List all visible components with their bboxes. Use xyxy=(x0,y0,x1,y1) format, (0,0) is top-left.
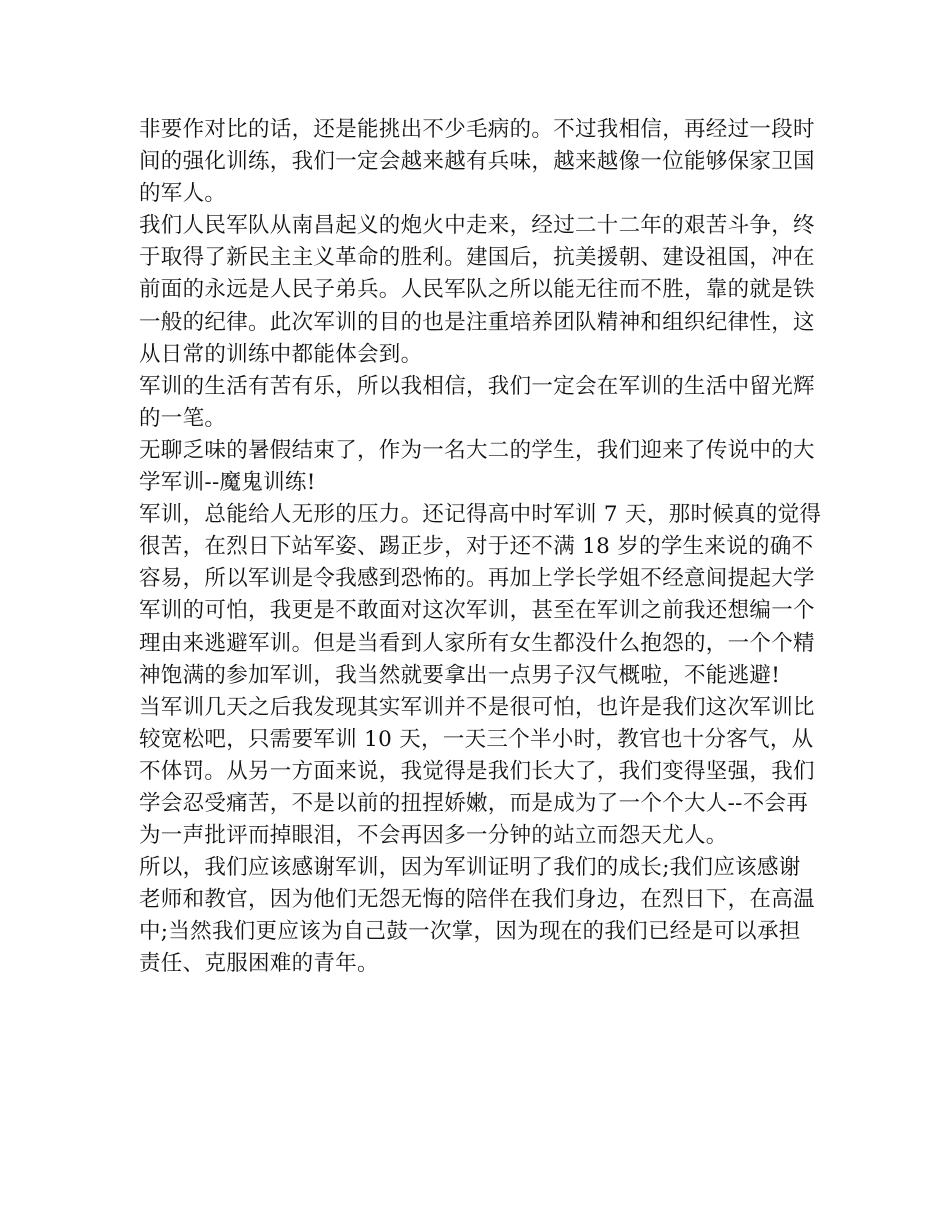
text-line: 从日常的训练中都能体会到。 xyxy=(139,341,423,367)
text-line: 不体罚。从另一方面来说，我觉得是我们长大了，我们变得坚强，我们 xyxy=(139,758,815,784)
text-line: 神饱满的参加军训，我当然就要拿出一点男子汉气概啦，不能逃避! xyxy=(139,662,781,688)
text-line: 当军训几天之后我发现其实军训并不是很可怕，也许是我们这次军训比 xyxy=(139,694,815,720)
text-line: 一般的纪律。此次军训的目的也是注重培养团队精神和组织纪律性，这 xyxy=(139,309,815,335)
text-line: 为一声批评而掉眼泪，不会再因多一分钟的站立而怨天尤人。 xyxy=(139,823,728,849)
text-line: 我们人民军队从南昌起义的炮火中走来，经过二十二年的艰苦斗争，终 xyxy=(139,213,815,239)
text-line: 军训的生活有苦有乐，所以我相信，我们一定会在军训的生活中留光辉 xyxy=(139,373,815,399)
text-line: 所以，我们应该感谢军训，因为军训证明了我们的成长;我们应该感谢 xyxy=(139,855,801,881)
text-line: 无聊乏味的暑假结束了，作为一名大二的学生，我们迎来了传说中的大 xyxy=(139,437,815,463)
text-line: 责任、克服困难的青年。 xyxy=(139,951,379,977)
text-line: 中;当然我们更应该为自己鼓一次掌，因为现在的我们已经是可以承担 xyxy=(139,919,801,945)
document-body xyxy=(139,114,822,981)
text-line: 较宽松吧，只需要军训 10 天，一天三个半小时，教官也十分客气，从 xyxy=(139,726,814,752)
text-line: 容易，所以军训是令我感到恐怖的。再加上学长学姐不经意间提起大学 xyxy=(139,566,815,592)
text-line: 的一笔。 xyxy=(139,405,227,431)
text-line: 间的强化训练，我们一定会越来越有兵味，越来越像一位能够保家卫国 xyxy=(139,149,815,175)
text-line: 军训，总能给人无形的压力。还记得高中时军训 7 天，那时候真的觉得 xyxy=(139,502,822,528)
text-line: 的军人。 xyxy=(139,181,227,207)
text-line: 前面的永远是人民子弟兵。人民军队之所以能无往而不胜，靠的就是铁 xyxy=(139,277,815,303)
text-line: 军训的可怕，我更是不敢面对这次军训，甚至在军训之前我还想编一个 xyxy=(139,598,815,624)
text-line: 理由来逃避军训。但是当看到人家所有女生都没什么抱怨的，一个个精 xyxy=(139,630,815,656)
text-line: 很苦，在烈日下站军姿、踢正步，对于还不满 18 岁的学生来说的确不 xyxy=(139,534,814,560)
text-line: 于取得了新民主主义革命的胜利。建国后，抗美援朝、建设祖国，冲在 xyxy=(139,245,815,271)
text-line: 非要作对比的话，还是能挑出不少毛病的。不过我相信，再经过一段时 xyxy=(139,117,815,142)
text-line: 老师和教官，因为他们无怨无悔的陪伴在我们身边，在烈日下，在高温 xyxy=(139,887,815,913)
text-line: 学军训--魔鬼训练! xyxy=(139,470,316,496)
text-line: 学会忍受痛苦，不是以前的扭捏娇嫩，而是成为了一个个大人--不会再 xyxy=(139,790,809,816)
